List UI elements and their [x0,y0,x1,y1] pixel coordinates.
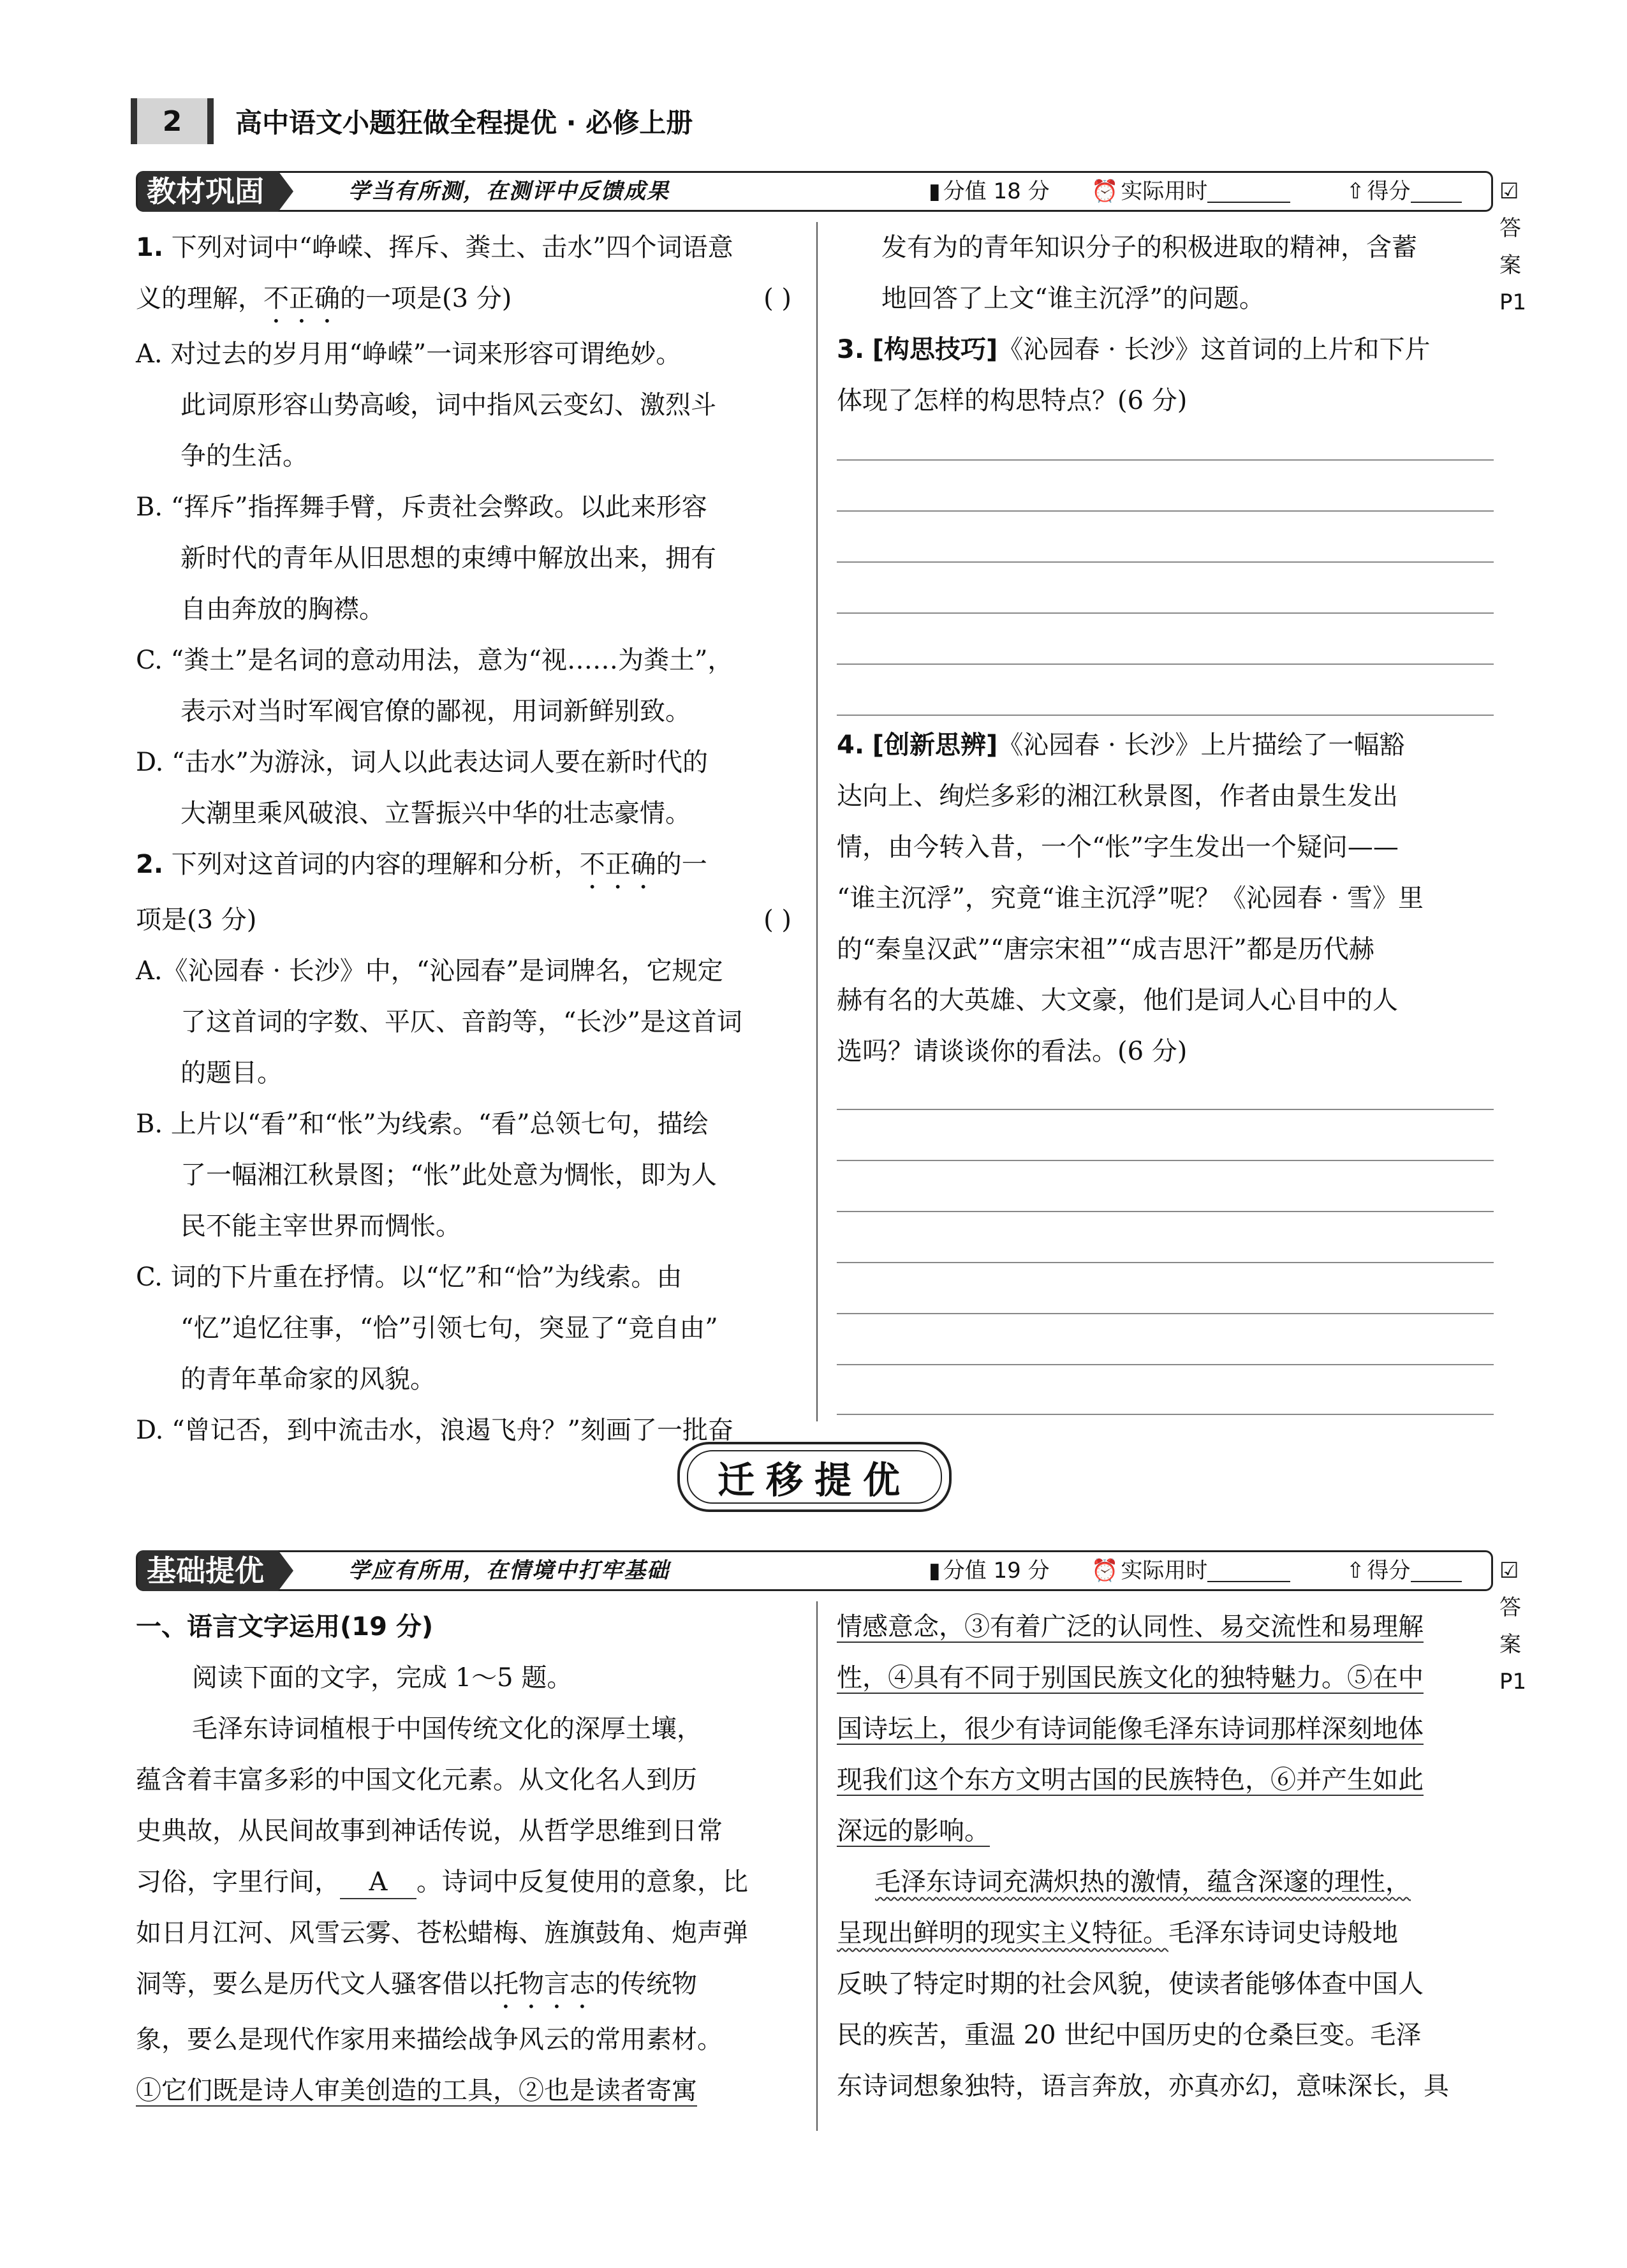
score-blank[interactable] [1411,1562,1462,1582]
time-label: ⏰ 实际用时 [1091,1552,1290,1589]
section-tag: 教材巩固 [138,171,278,212]
q1-option-d: D. “击水”为游泳，词人以此表达词人要在新时代的 [136,748,708,777]
answer-paren[interactable]: ( ) [763,284,791,313]
got-label: ⇧ 得分 [1346,1552,1462,1589]
column-divider [816,1601,818,2131]
answer-ref: ☑答案 P1 [1499,1558,1527,1694]
time-label: ⏰ 实际用时 [1091,173,1290,210]
wavy-sentence: 毛泽东诗词充满炽热的激情，蕴含深邃的理性， [875,1867,1411,1897]
checkbox-icon: ☑ [1499,1558,1519,1583]
q3-stem: 3. [构思技巧]《沁园春 · 长沙》这首词的上片和下片 [837,335,1431,364]
q4-stem: 4. [创新思辨]《沁园春 · 长沙》上片描绘了一幅豁 [837,730,1405,760]
q2-option-a: A.《沁园春 · 长沙》中，“沁园春”是词牌名，它规定 [136,956,723,986]
right-column-2: 情感意念，③有着广泛的认同性、易交流性和易理解 性，④具有不同于别国民族文化的独特魅力。⑤在中 国诗坛上，很少有诗词能像毛泽东诗词那样深刻地体 现我们这个东方文明古国的民族特色，⑥并产生如此 深远的影响。 毛泽东诗词充满炽热的激情，蕴含深邃的理性， 呈现出鲜明的现实主义特征。毛泽东诗词史诗般地 反映了特定时期的社会风貌，使读者能够体查中国人 民的疾苦，重温 20 世纪中国历史的仓桑巨变。毛泽 东诗词想象独特，语言奔放，亦真亦幻，意味深长，具 [837,1612,1449,2101]
score-label: ▮ 分值 18 分 [929,179,1050,204]
alarm-clock-icon: ⏰ [1091,1558,1119,1583]
right-column-1: 发有为的青年知识分子的积极进取的精神，含蓄 地回答了上文“谁主沉浮”的问题。 3. [构思技巧]《沁园春 · 长沙》这首词的上片和下片 体现了怎样的构思特点？(6 分) [837,222,1494,426]
answer-ref: ☑答案 P1 [1499,179,1527,315]
q3-tag: [构思技巧] [872,335,998,364]
time-blank[interactable] [1207,182,1290,203]
bar-chart-icon: ▮ [929,1558,941,1583]
q2-stem: 2. 下列对这首词的内容的理解和分析，不正确的一 [136,850,707,879]
section-tag: 基础提优 [138,1550,278,1591]
part1-intro: 阅读下面的文字，完成 1～5 题。 [192,1663,573,1693]
blank-a[interactable]: A [340,1866,416,1899]
bar-chart-icon: ▮ [929,179,941,204]
q4-block: 4. [创新思辨]《沁园春 · 长沙》上片描绘了一幅豁 达向上、绚烂多彩的湘江秋景图，作者由景生发出 情，由今转入昔，一个“怅”字生发出一个疑问—— “谁主沉浮”，究竟“谁主沉浮”呢？《沁园春 · 雪》里 的“秦皇汉武”“唐宗宋祖”“成吉思汗”都是历代赫 赫有名的大英雄、大文豪，他们是词人心目中的人 选吗？请谈谈你的看法。(6 分) [837,720,1494,1077]
up-arrow-icon: ⇧ [1346,179,1365,204]
q1-option-b: B. “挥斥”指挥舞手臂，斥责社会弊政。以此来形容 [136,493,707,522]
page-header [131,96,693,147]
book-title: 高中语文小题狂做全程提优 · 必修上册 [235,107,693,138]
up-arrow-icon: ⇧ [1346,1558,1365,1583]
page-number: 2 [131,98,214,144]
checkbox-icon: ☑ [1499,179,1519,204]
q1-option-c: C. “粪土”是名词的意动用法，意为“视……为粪土”， [136,646,733,675]
got-label: ⇧ 得分 [1346,173,1462,210]
underlined-sentence: ①它们既是诗人审美创造的工具，②也是读者寄寓 [136,2076,697,2105]
score-blank[interactable] [1411,182,1462,203]
time-blank[interactable] [1207,1562,1290,1582]
left-column-2: 一、语言文字运用(19 分) 阅读下面的文字，完成 1～5 题。 毛泽东诗词植根于中国传统文化的深厚土壤， 蕴含着丰富多彩的中国文化元素。从文化名人到历 史典故，从民间故事到神话传说，从哲学思维到日常 习俗，字里行间， A 。诗词中反复使用的意象，比 如日月江河、风雪云雾、苍松蜡梅、旌旗鼓角、炮声弹 洞等，要么是历代文人骚客借以托物言志的传统物 象，要么是现代作家用来描绘战争风云的常用素材。 ①它们既是诗人审美创造的工具，②也是读者寄寓 [136,1601,791,2116]
column-divider [816,222,818,1421]
q2-option-c: C. 词的下片重在抒情。以“忆”和“恰”为线索。由 [136,1263,682,1292]
section-slogan: 学应有所用，在情境中打牢基础 [348,1558,670,1583]
part1-heading: 一、语言文字运用(19 分) [136,1612,434,1642]
q1-stem: 1. 下列对词中“峥嵘、挥斥、粪土、击水”四个词语意 [136,233,733,262]
q2-option-d: D. “曾记否，到中流击水，浪遏飞舟？”刻画了一批奋 [136,1416,733,1445]
left-column-1: 1. 下列对词中“峥嵘、挥斥、粪土、击水”四个词语意 义的理解，不正确的一项是(3 分) ( ) A. 对过去的岁月用“峥嵘”一词来形容可谓绝妙。 此词原形容山势高峻，词中指风云变幻、激烈斗 争的生活。 B. “挥斥”指挥舞手臂，斥责社会弊政。以此来形容 新时代的青年从旧思想的束缚中解放出来，拥有 自由奔放的胸襟。 C. “粪土”是名词的意动用法，意为“视……为粪土”， 表示对当时军阀官僚的鄙视，用词新鲜别致。 D. “击水”为游泳，词人以此表达词人要在新时代的 大潮里乘风破浪、立誓振兴中华的壮志豪情。 2. 下列对这首词的内容的理解和分析，不正确的一 项是(3 分) ( ) A.《沁园春 · 长沙》中，“沁园春”是词牌名，它规定 了这首词的字数、平仄、音韵等，“长沙”是这首词 的题目。 B. 上片以“看”和“怅”为线索。“看”总领七句，描绘 了一幅湘江秋景图；“怅”此处意为惆怅，即为人 民不能主宰世界而惆怅。 C. 词的下片重在抒情。以“忆”和“恰”为线索。由 “忆”追忆往事，“恰”引领七句，突显了“竞自由” 的青年革命家的风貌。 D. “曾记否，到中流击水，浪遏飞舟？”刻画了一批奋 [136,222,791,1456]
section-slogan: 学当有所测，在测评中反馈成果 [348,179,670,204]
q2-option-b: B. 上片以“看”和“怅”为线索。“看”总领七句，描绘 [136,1109,709,1139]
alarm-clock-icon: ⏰ [1091,179,1119,204]
score-label: ▮ 分值 19 分 [929,1558,1050,1583]
answer-paren[interactable]: ( ) [763,905,791,935]
transfer-title: 迁移提优 [677,1442,952,1512]
q1-option-a: A. 对过去的岁月用“峥嵘”一词来形容可谓绝妙。 [136,339,682,369]
q4-tag: [创新思辨] [872,730,998,760]
